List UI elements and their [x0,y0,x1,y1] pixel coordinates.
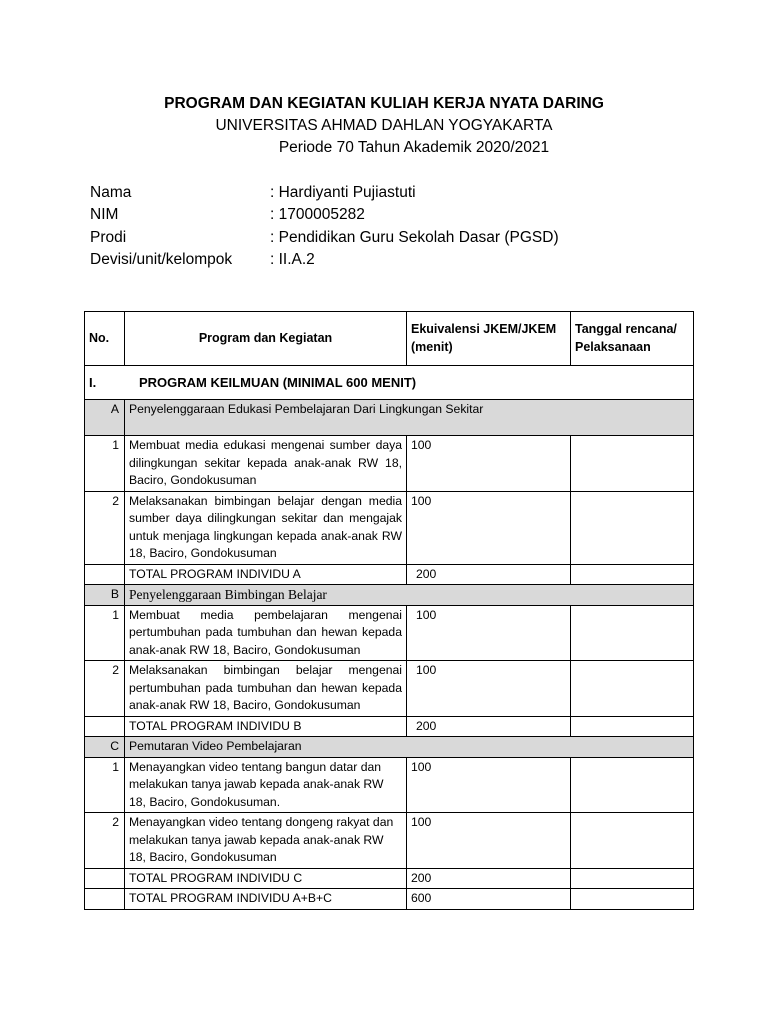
item-date [571,661,694,717]
group-title: Penyelenggaraan Bimbingan Belajar [125,585,694,606]
group-letter: C [85,737,125,758]
document-title: PROGRAM DAN KEGIATAN KULIAH KERJA NYATA DARING [164,95,604,112]
header-date: Tanggal rencana/ Pelaksanaan [571,312,694,366]
header-equivalence: Ekuivalensi JKEM/JKEM (menit) [407,312,571,366]
grand-total-row [85,889,694,910]
program-table [84,311,694,910]
info-label: Prodi [90,229,127,246]
total-row [85,564,694,585]
table-row [85,491,694,564]
table-row [85,436,694,492]
item-date [571,757,694,813]
section-cell [85,366,694,400]
group-title: Penyelenggaraan Edukasi Pembelajaran Dari Lingkungan Sekitar [125,400,694,436]
item-jkem: 100 [407,491,571,564]
group-title: Pemutaran Video Pembelajaran [125,737,694,758]
section-number: I. [89,374,97,390]
item-text: Membuat media edukasi mengenai sumber daya dilingkungan sekitar kepada anak-anak RW 18, Baciro, Gondokusuman [125,436,407,492]
total-value: 200 [407,564,571,585]
item-date [571,605,694,661]
group-row-b [85,585,694,606]
total-value: 200 [407,868,571,889]
item-jkem: 100 [407,661,571,717]
total-row [85,868,694,889]
group-letter: A [85,400,125,436]
item-text: Melaksanakan bimbingan belajar dengan media sumber daya dilingkungan sekitar dan mengajak untuk menjaga lingkungan kepada anak-anak RW 18, Baciro, Gondokusuman [125,491,407,564]
item-jkem: 100 [407,436,571,492]
item-number: 2 [85,491,125,564]
total-label: TOTAL PROGRAM INDIVIDU A [125,564,407,585]
item-number: 1 [85,757,125,813]
info-label: NIM [90,206,119,223]
info-value: : Pendidikan Guru Sekolah Dasar (PGSD) [270,229,559,246]
info-value: : 1700005282 [270,206,365,223]
item-number: 1 [85,605,125,661]
grand-total-value: 600 [407,889,571,910]
total-row [85,716,694,737]
header-program: Program dan Kegiatan [125,312,407,366]
table-row [85,661,694,717]
section-row [85,366,694,400]
info-label: Nama [90,184,132,201]
item-text: Membuat media pembelajaran mengenai pertumbuhan pada tumbuhan dan hewan kepada anak-anak RW 18, Baciro, Gondokusuman [125,605,407,661]
item-jkem: 100 [407,605,571,661]
item-text: Menayangkan video tentang dongeng rakyat dan melakukan tanya jawab kepada anak-anak RW 18, Baciro, Gondokusuman [125,813,407,869]
item-date [571,436,694,492]
item-number: 2 [85,661,125,717]
info-label: Devisi/unit/kelompok [90,251,233,268]
total-label: TOTAL PROGRAM INDIVIDU B [125,716,407,737]
grand-total-label: TOTAL PROGRAM INDIVIDU A+B+C [125,889,407,910]
item-number: 1 [85,436,125,492]
info-value: : II.A.2 [270,251,315,268]
academic-period: Periode 70 Tahun Akademik 2020/2021 [278,139,550,156]
info-value: : Hardiyanti Pujiastuti [270,184,416,201]
header-no: No. [85,312,125,366]
item-text: Melaksanakan bimbingan belajar mengenai pertumbuhan pada tumbuhan dan hewan kepada anak-anak RW 18, Baciro, Gondokusuman [125,661,407,717]
item-date [571,491,694,564]
total-value: 200 [407,716,571,737]
item-number: 2 [85,813,125,869]
total-label: TOTAL PROGRAM INDIVIDU C [125,868,407,889]
group-row-c [85,737,694,758]
item-date [571,813,694,869]
item-jkem: 100 [407,813,571,869]
table-row [85,605,694,661]
group-row-a [85,400,694,436]
section-title: PROGRAM KEILMUAN (MINIMAL 600 MENIT) [139,374,417,390]
item-text: Menayangkan video tentang bangun datar dan melakukan tanya jawab kepada anak-anak RW 18, Baciro, Gondokusuman. [125,757,407,813]
table-header-row [85,312,694,366]
university-name: UNIVERSITAS AHMAD DAHLAN YOGYAKARTA [215,117,553,134]
table-row [85,813,694,869]
item-jkem: 100 [407,757,571,813]
group-letter: B [85,585,125,606]
table-row [85,757,694,813]
